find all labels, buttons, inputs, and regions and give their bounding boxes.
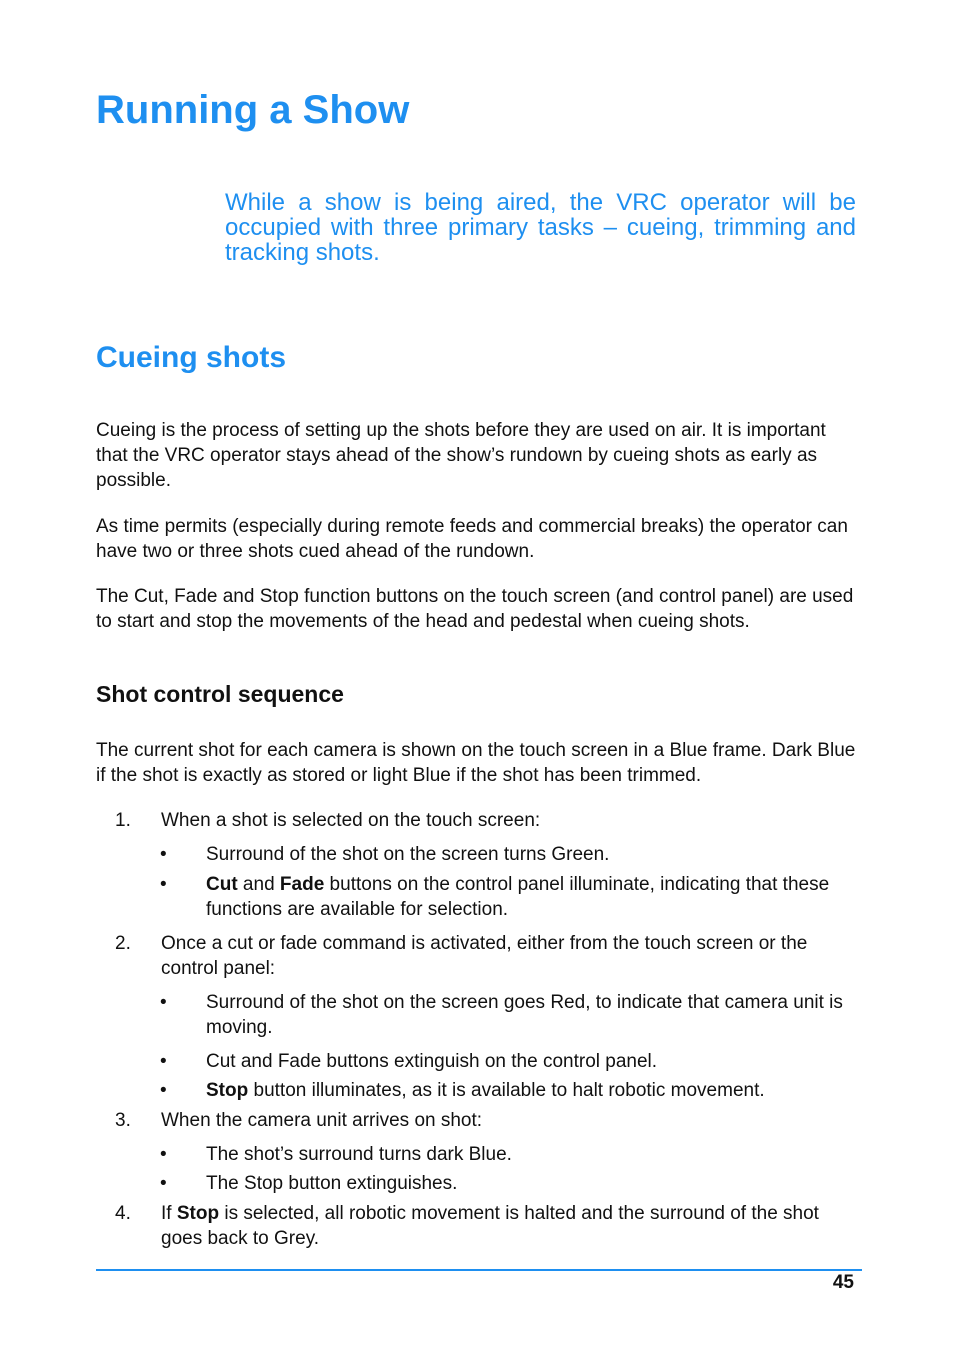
bullet-item bbox=[160, 1049, 856, 1074]
step-number: 1. bbox=[115, 810, 131, 831]
subsection-heading: Shot control sequence bbox=[96, 681, 344, 707]
bold-term: Stop bbox=[206, 1080, 249, 1101]
footer-divider bbox=[96, 1269, 862, 1271]
step-text: If Stop is selected, all robotic movement is halted and the surround of the shot goes back to Grey. bbox=[161, 1203, 819, 1249]
bullet-icon: • bbox=[160, 844, 167, 865]
bold-term: Fade bbox=[279, 874, 325, 895]
bullet-item bbox=[160, 1171, 856, 1196]
step-number: 2. bbox=[115, 933, 131, 954]
step-number: 3. bbox=[115, 1110, 131, 1131]
numbered-step bbox=[115, 808, 856, 833]
bullet-item bbox=[160, 1078, 856, 1103]
bullet-item bbox=[160, 990, 856, 1040]
numbered-step bbox=[115, 1108, 856, 1133]
bullet-icon: • bbox=[160, 1051, 167, 1072]
bullet-icon: • bbox=[160, 1144, 167, 1165]
bullet-text: Cut and Fade buttons on the control panel illuminate, indicating that these functions are available for selection. bbox=[206, 874, 830, 920]
body-paragraph: The current shot for each camera is shown on the touch screen in a Blue frame. Dark Blue if the shot is exactly as stored or light Blue if the shot has been trimmed. bbox=[96, 740, 856, 786]
page-number: 45 bbox=[832, 1272, 854, 1293]
bullet-item bbox=[160, 842, 856, 867]
bullet-text: The Stop button extinguishes. bbox=[206, 1173, 458, 1194]
bullet-text: Cut and Fade buttons extinguish on the control panel. bbox=[206, 1051, 658, 1072]
body-paragraph: The Cut, Fade and Stop function buttons on the touch screen (and control panel) are used to start and stop the movements of the head and pedestal when cueing shots. bbox=[96, 586, 854, 632]
bullet-item bbox=[160, 872, 856, 922]
numbered-step bbox=[115, 1201, 856, 1251]
bullet-icon: • bbox=[160, 1173, 167, 1194]
step-number: 4. bbox=[115, 1203, 131, 1224]
page-title: Running a Show bbox=[96, 88, 410, 132]
bullet-item bbox=[160, 1142, 856, 1167]
section-heading: Cueing shots bbox=[96, 341, 287, 374]
body-paragraph: As time permits (especially during remote feeds and commercial breaks) the operator can have two or three shots cued ahead of the rundown. bbox=[96, 516, 848, 562]
bullet-text: Surround of the shot on the screen turns Green. bbox=[206, 844, 610, 865]
step-text: Once a cut or fade command is activated, either from the touch screen or the control panel: bbox=[161, 933, 808, 979]
intro-paragraph: While a show is being aired, the VRC operator will be occupied with three primary tasks – cueing, trimming and tracking shots. bbox=[225, 189, 856, 266]
step-text: When a shot is selected on the touch screen: bbox=[161, 810, 541, 831]
step-text: When the camera unit arrives on shot: bbox=[161, 1110, 483, 1131]
bullet-text: Stop button illuminates, as it is available to halt robotic movement. bbox=[206, 1080, 765, 1101]
numbered-step bbox=[115, 931, 856, 981]
bullet-text: Surround of the shot on the screen goes Red, to indicate that camera unit is moving. bbox=[206, 992, 843, 1038]
bullet-icon: • bbox=[160, 1080, 167, 1101]
bullet-icon: • bbox=[160, 874, 167, 895]
bullet-icon: • bbox=[160, 992, 167, 1013]
bold-term: Cut bbox=[206, 874, 238, 895]
bold-term: Stop bbox=[176, 1203, 220, 1224]
bullet-text: The shot’s surround turns dark Blue. bbox=[206, 1144, 512, 1165]
body-paragraph: Cueing is the process of setting up the shots before they are used on air. It is important that the VRC operator stays ahead of the show’s rundown by cueing shots as early as possible. bbox=[96, 420, 826, 491]
